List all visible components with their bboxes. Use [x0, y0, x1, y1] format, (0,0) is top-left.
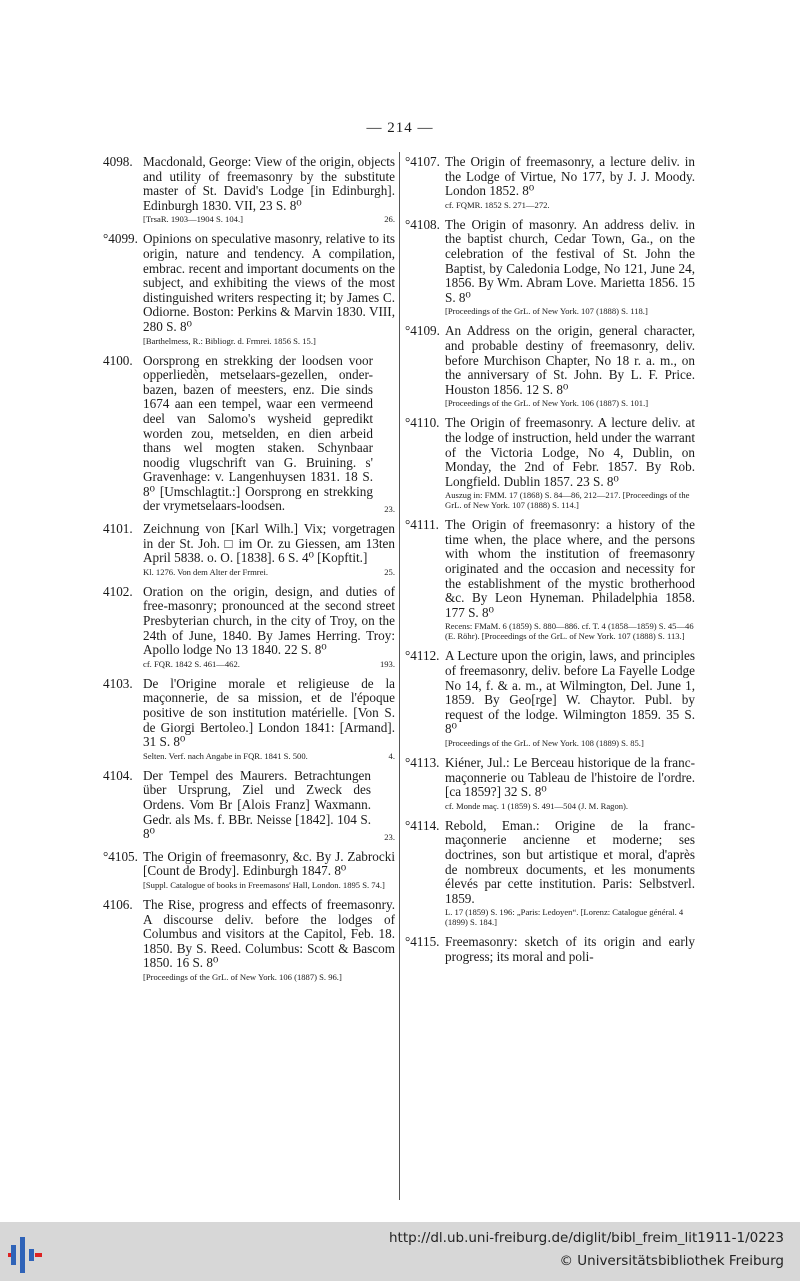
- entry-number: °4108.: [405, 216, 440, 232]
- entry-note: [TrsaR. 1903—1904 S. 104.]: [143, 214, 243, 225]
- entry-4103: [103, 677, 395, 761]
- entry-note: [Barthelmess, R.: Bibliogr. d. Frmrei. 1856 S. 15.]: [143, 335, 316, 346]
- footer-copyright: © Universitätsbibliothek Freiburg: [559, 1253, 784, 1269]
- entry-note: [Proceedings of the GrL. of New York. 107 (1888) S. 118.]: [445, 306, 648, 317]
- entry-number: 4101.: [103, 521, 133, 537]
- entry-number: 4106.: [103, 896, 133, 912]
- entry-4114: [405, 819, 695, 928]
- entry-note: Recens: FMaM. 6 (1859) S. 880—886. cf. T. 4 (1858—1859) S. 45—46 (E. Röhr). [Proceedings of the GrL. of New York. 107 (1888) S. 113.]: [445, 621, 694, 642]
- entry-text: Opinions on speculative masonry, relative to its origin, nature and tendency. A compilation, embrac. recent and important documents on the subject, and exhibiting the views of the most distinguished writers respecting it; by James C. Odiorne. Boston: Perkins & Marvin 1830. VIII, 280 S. 8⁰: [143, 231, 395, 334]
- entry-number: °4111.: [405, 517, 439, 533]
- entry-tail: 23.: [384, 504, 395, 515]
- entry-note: Kl. 1276. Von dem Alter der Frmrei.: [143, 566, 268, 577]
- entry-text: Freemasonry: sketch of its origin and early progress; its moral and poli-: [445, 934, 695, 964]
- entry-4115: [405, 935, 695, 964]
- entry-number: 4098.: [103, 154, 133, 169]
- entry-number: °4115.: [405, 934, 440, 950]
- entry-text: Kiéner, Jul.: Le Berceau historique de la franc-maçonnerie ou Tableau de l'histoire de l'ordre. [ca 1859?] 32 S. 8⁰: [445, 755, 695, 800]
- entry-number: °4105.: [103, 848, 138, 864]
- right-column: [405, 155, 695, 973]
- entry-tail: 23.: [384, 831, 395, 842]
- entry-4099: [103, 232, 395, 345]
- entry-number: °4112.: [405, 648, 440, 664]
- entry-note: cf. FQMR. 1852 S. 271—272.: [445, 199, 550, 210]
- entry-number: 4103.: [103, 675, 133, 691]
- entry-text: A Lecture upon the origin, laws, and principles of freemasonry, deliv. before La Fayelle Lodge No 14, f. & a. m., at Wilmington, Del. June 1, 1859. By Geo[rge] W. Chaytor. Publ. by request of the lodge. Wilmington 1859. 35 S. 8⁰: [445, 648, 695, 737]
- entry-4098: [103, 155, 395, 224]
- entry-4104: [103, 769, 395, 842]
- entry-text: Macdonald, George: View of the origin, objects and utility of freemasonry by the substitute master of St. David's Lodge [in Edinburgh]. Edinburgh 1830. VII, 23 S. 8⁰: [143, 154, 395, 213]
- entry-number: °4110.: [405, 415, 440, 431]
- entry-4100: [103, 354, 395, 515]
- entry-4102: [103, 585, 395, 669]
- entry-4109: [405, 324, 695, 408]
- entry-4101: [103, 522, 395, 577]
- entry-note: Auszug in: FMM. 17 (1868) S. 84—86, 212—217. [Proceedings of the GrL. of New York. 107 (1888) S. 114.]: [445, 490, 690, 511]
- entry-4111: [405, 518, 695, 641]
- page-number: — 214 —: [366, 120, 434, 136]
- entry-text: The Origin of masonry. An address deliv. in the baptist church, Cedar Town, Ga., on the celebration of the festival of St. John the Baptist, by Caledonia Lodge, No 121, June 24, 1856. By Wm. Abram Love. Marietta 1856. 15 S. 8⁰: [445, 216, 695, 305]
- entry-text: The Origin of freemasonry, &c. By J. Zabrocki [Count de Brody]. Edinburgh 1847. 8⁰: [143, 848, 395, 879]
- library-logo-icon: [8, 1231, 42, 1275]
- entry-4108: [405, 218, 695, 317]
- footer-bar: [0, 1222, 800, 1281]
- entry-number: 4100.: [103, 352, 133, 368]
- entry-text: The Origin of freemasonry. A lecture deliv. at the lodge of instruction, held under the warrant of the Victoria Lodge, No 4, Dublin, on Monday, the 2nd of Febr. 1857. By Rob. Longfield. Dublin 1857. 23 S. 8⁰: [445, 415, 695, 489]
- entry-number: °4099.: [103, 231, 138, 247]
- entry-text: Oorsprong en strekking der loodsen voor opperliedèn, metselaars-gezellen, onder-bazen, bazen of meesters, enz. Die sinds 1674 aan een tempel, waar een vermeend deel van Salomo's wysheid gepredikt worden zou, metselden, en dien arbeid thans wel mogten staken. Schynbaar noodig vlugschrift van G. Bruining. s' Gravenhage: v. Langenhuysen 1831. 18 S. 8⁰ [Umschlagtit.:] Oorsprong en strekking der vrymetselaars-loodsen.: [143, 352, 373, 514]
- entry-note: [Suppl. Catalogue of books in Freemasons' Hall, London. 1895 S. 74.]: [143, 879, 385, 890]
- entry-4113: [405, 756, 695, 811]
- entry-text: The Rise, progress and effects of freemasonry. A discourse deliv. before the lodges of Columbus and visitors at the Capitol, Feb. 18. 1850. By S. Reed. Columbus: Scott & Bascom 1850. 16 S. 8⁰: [143, 896, 395, 971]
- entry-text: An Address on the origin, general character, and probable destiny of freemasonry, deliv. before Murchison Chapter, No 18 r. a. m., on the anniversary of St. John. By L. F. Price. Houston 1856. 12 S. 8⁰: [445, 323, 695, 397]
- entry-4107: [405, 155, 695, 210]
- entry-tail: 193.: [379, 658, 395, 669]
- entry-number: 4104.: [103, 767, 133, 783]
- entry-number: °4114.: [405, 817, 440, 833]
- entry-text: Zeichnung von [Karl Wilh.] Vix; vorgetragen in der St. Joh. □ im Or. zu Giessen, am 13ten April 5838. o. O. [1838]. 6 S. 4⁰ [Kopftit.]: [143, 521, 395, 566]
- entry-number: °4107.: [405, 154, 440, 169]
- entry-number: 4102.: [103, 583, 133, 599]
- entry-4112: [405, 649, 695, 748]
- entry-4110: [405, 416, 695, 510]
- entry-tail: 4.: [388, 750, 395, 761]
- entry-note: L. 17 (1859) S. 196: „Paris: Ledoyen“. [Lorenz: Catalogue général. 4 (1899) S. 184.]: [445, 907, 684, 928]
- entry-number: °4113.: [405, 755, 440, 770]
- entry-note: [Proceedings of the GrL. of New York. 106 (1887) S. 96.]: [143, 971, 342, 982]
- column-divider: [399, 152, 400, 1200]
- entry-note: [Proceedings of the GrL. of New York. 108 (1889) S. 85.]: [445, 738, 644, 748]
- left-column: [103, 155, 395, 990]
- entry-tail: 26.: [384, 214, 395, 225]
- entry-note: Selten. Verf. nach Angabe in FQR. 1841 S. 500.: [143, 750, 308, 761]
- entry-note: cf. FQR. 1842 S. 461—462.: [143, 658, 240, 669]
- entry-text: The Origin of freemasonry, a lecture deliv. in the Lodge of Virtue, No 177, by J. J. Moody. London 1852. 8⁰: [445, 154, 695, 199]
- entry-4106: [103, 898, 395, 982]
- entry-text: De l'Origine morale et religieuse de la maçonnerie, de sa mission, et de l'époque positive de son institution matérielle. [Von S. de Giorgi Bertoleo.] London 1841: [Armand]. 31 S. 8⁰: [143, 675, 395, 750]
- entry-text: Oration on the origin, design, and duties of free-masonry; pronounced at the second street Presbyterian church, in the city of Troy, on the 24th of June, 1840. By James Herring. Troy: Apollo lodge No 13 1840. 22 S. 8⁰: [143, 583, 395, 658]
- entry-number: °4109.: [405, 323, 440, 339]
- footer-url-link[interactable]: http://dl.ub.uni-freiburg.de/diglit/bibl_freim_lit1911-1/0223: [388, 1230, 784, 1246]
- entry-4105: [103, 850, 395, 890]
- entry-note: [Proceedings of the GrL. of New York. 106 (1887) S. 101.]: [445, 398, 649, 409]
- entry-text: The Origin of freemasonry: a history of the time when, the place where, and the persons with whom the institution of freemasonry originated and the occasion and necessity for the establishment of the mystic brotherhood &c. By Leon Hyneman. Philadelphia 1858. 177 S. 8⁰: [445, 517, 695, 620]
- entry-text: Der Tempel des Maurers. Betrachtungen über Ursprung, Ziel und Zweck des Ordens. Vom Br [Alois Franz] Waxmann. Gedr. als Ms. f. BBr. Neisse [1842]. 104 S. 8⁰: [143, 767, 371, 842]
- entry-tail: 25.: [384, 566, 395, 577]
- entry-text: Rebold, Eman.: Origine de la franc-maçonnerie ancienne et moderne; ses doctrines, son but artistique et moral, d'après de nombreux documents, et les monuments élevés par cette institution. Paris: Selbstverl. 1859.: [445, 817, 695, 906]
- entry-note: cf. Monde maç. 1 (1859) S. 491—504 (J. M. Ragon).: [445, 800, 629, 811]
